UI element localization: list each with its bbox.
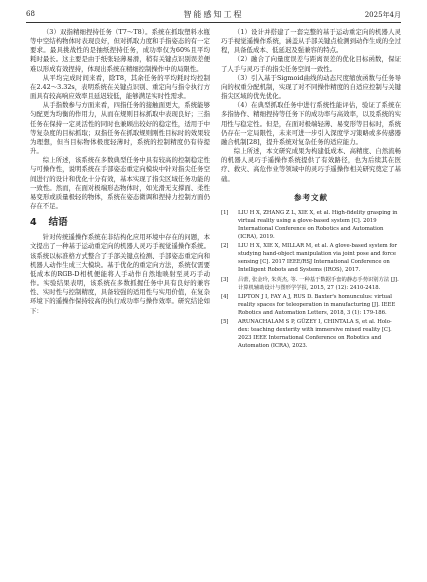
reference-text: LIPTON J I, FAY A J, RUS D. Baxter's homunculus: virtual reality spaces for teleoperation in manufacturing [J]. IEEE Robotics and Automation Letters, 2018, 3 (1): 179-186.	[238, 293, 396, 316]
body-paragraph: 综上所述，该系统在多数典型任务中具有较高的控制稳定性与可操作性，说明系统在手部姿态重定向模块中针对指尖任务空间进行的设计和优化十分有效，基本实现了指尖区域任务功能的一致性。然而，在面对极端形态物体时，如光滑无支撑面、柔性易变形或质量极轻的物体，系统在姿态微调和捏持力控制方面仍存在不足。	[30, 156, 210, 210]
reference-number: [4]	[221, 293, 229, 300]
reference-number: [5]	[221, 319, 229, 326]
body-paragraph: （3）双指精细捏持任务（T7～T8）。系统在抓取塑料水瓶等中空结构物体时表现良好，但对抓取力度和手指姿态的有一定要求。最具挑战性的是抽纸捏持任务，成功率仅为60%且平均耗时最长。这主要是由于纸张轻薄易滑，稍有关键点识别误差便难以形成有效捏持，体现出系统在精细控制操作中的局限性。	[30, 28, 210, 73]
body-paragraph: （4）在典型抓取任务中进行系统性能评估，验证了系统在多指协作、精细捏持等任务下的成功率与高效率，以及系统的实用性与稳定性。但是，在面对极端轻薄、易变形等目标时，系统仍存在一定局限性，未来可进一步引入深度学习策略或多传感器融合机制[28]，提升系统对复杂任务的适应能力。	[221, 101, 401, 146]
references-heading: 参考文献	[294, 192, 328, 202]
header-rule	[26, 22, 401, 23]
left-column	[30, 28, 210, 316]
journal-title: 智能感知工程	[183, 10, 244, 19]
body-paragraph: （2）融合了向量度误差与距离误差的优化目标函数，保证了人手与灵巧手的指尖任务空间一致性。	[221, 55, 401, 73]
body-paragraph: 从手指数参与方面来看，四指任务的接触面更大，系统能够匀配更为均衡的作用力，从而在规则目标抓取中表现良好；三指任务在保持一定灵活性的同时也兼顾出较好的稳定性，适用于中等复杂度的目标抓取；双指任务在抓取规则刚性目标时的效果较为理想，但当目标物体极度轻薄时，系统的控制精度仍有待提升。	[30, 101, 210, 156]
reference-text: ARUNACHALAM S P, GÜZEY I, CHINTALA S, et al. Holo-dex: teaching dexterity with immersive mixed reality [C]. 2023 IEEE International Conference on Robotics and Automation (ICRA), 2023.	[238, 319, 392, 350]
section-number: 4	[30, 217, 37, 229]
body-paragraph: 针对传统遥操作系统在非结构化应用环境中存在的问题，本文提出了一种基于运动重定向的机器人灵巧手视觉遥操作系统。该系统以标准格方式整合了手部关键点检测、手部姿态重定向和机器人动作生成三大模块。基于优化的重定向方法，系统仅需要低成本的RGB-D相机便能将人手动作自然地映射至灵巧手动作。实验结果表明，该系统在多数抓握任务中具有良好的兼容性、实时性与控制精度，具备较强的适用性与实用价值，在复杂环境下的遥操作保持较高的执行成功率与操作效率。研究结论如下：	[30, 233, 210, 315]
reference-number: [2]	[221, 243, 229, 250]
section-title: 结语	[48, 217, 68, 229]
reference-text: 吕蕾, 张金玲, 朱英杰, 等. 一种基于数据手套的静态手势识别方法 [J]. 计算机辅助设计与图形学学报, 2015, 27 (12): 2410-2418.	[238, 276, 399, 291]
reference-item	[221, 209, 401, 241]
reference-item	[221, 293, 401, 317]
body-paragraph: （1）设计并搭建了一套完整的基于运动重定向的机器人灵巧手视觉遥操作系统，涵盖从手部关键点检测到动作生成的全过程，具备低成本、低延迟及强兼容的特点。	[221, 28, 401, 55]
reference-item	[221, 318, 401, 350]
reference-item	[221, 242, 401, 274]
page-header	[26, 9, 401, 21]
body-paragraph: 综上所述，本文研究成果为构建低成本、高精度、自然流畅的机器人灵巧手遥操作系统提供了有效路径，也为后续其在医疗、救灾、高危作业等领域中的灵巧手遥操作相关研究奠定了基础。	[221, 147, 401, 183]
issue-date: 2025年4月	[364, 11, 401, 19]
reference-number: [3]	[221, 276, 229, 283]
body-paragraph: 从平均完成时间来看，除T8，其余任务的平均耗时均控制在2.42～3.32s，表明系统在关键点识别、重定向与指令执行方面具有较高响应效率且延迟较低，能够满足实时性需求。	[30, 73, 210, 101]
section-heading	[30, 218, 210, 227]
reference-text: LIU H X, XIE X, MILLAR M, et al. A glove-based system for studying hand-object manipulation via joint pose and force sensing [C]. 2017 IEEE/RSJ International Conference on Intelligent Robots and Systems (IROS), 2017.	[238, 243, 398, 274]
page-number: 68	[26, 10, 35, 18]
reference-text: LIU H X, ZHANG Z L, XIE X, et al. High-fidelity grasping in virtual reality using a glove-based system [C]. 2019 International Conference on Robotics and Automation (ICRA), 2019.	[238, 209, 398, 241]
right-column	[221, 28, 401, 351]
reference-number: [1]	[221, 209, 229, 216]
reference-item	[221, 276, 401, 292]
body-paragraph: （3）引入基于Sigmoid曲线的动态尺度缩放函数与任务导向的权重分配机制，实现了对不同操作精度的自适应控制与关键指尖区域的优先优化。	[221, 73, 401, 101]
